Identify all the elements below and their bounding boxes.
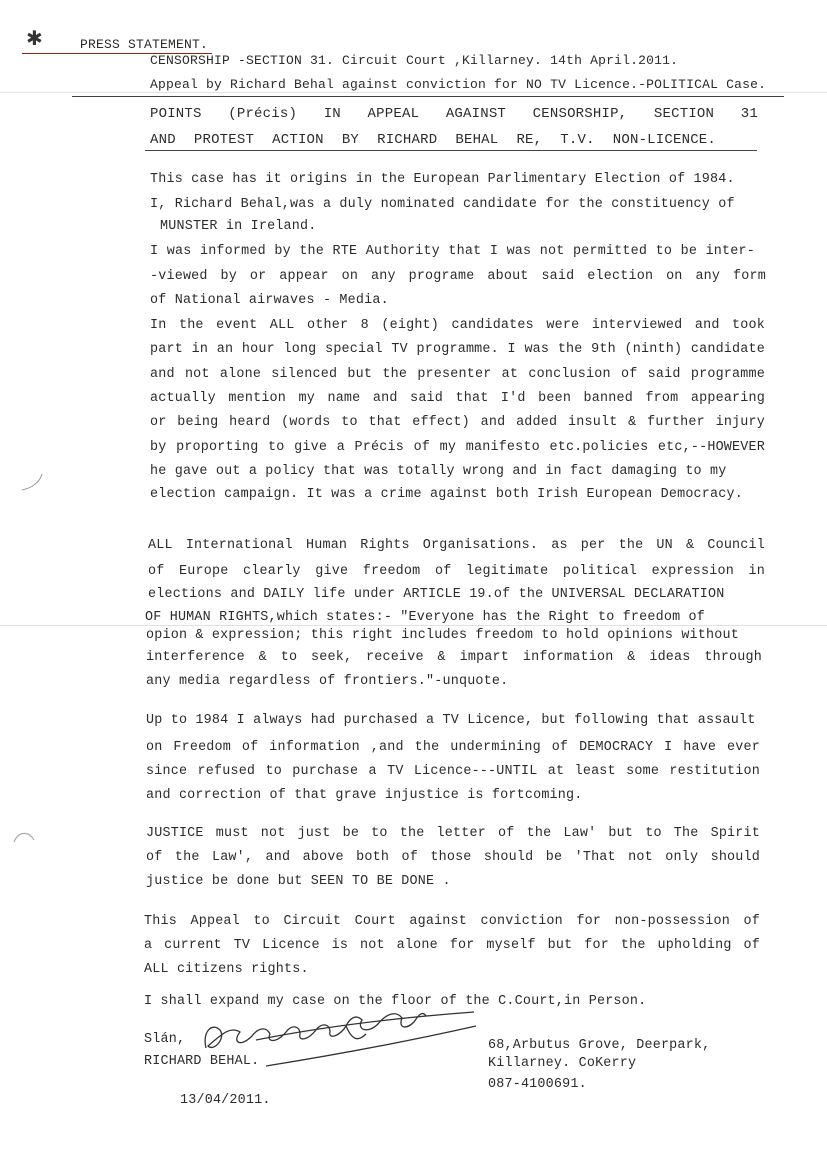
press-statement-label: PRESS STATEMENT. [80,37,209,52]
body-line: of Europe clearly give freedom of legitimate political expression in [148,564,765,579]
address-line-1: 68,Arbutus Grove, Deerpark, [488,1038,711,1053]
salutation: Slán, [144,1032,186,1047]
body-line: -viewed by or appear on any programe about said election on any form [150,269,766,284]
title-rule [145,150,757,151]
body-line: interference & to seek, receive & impart information & ideas through [146,650,762,665]
scan-smudge-icon [10,828,40,848]
signatory-name: RICHARD BEHAL. [144,1054,260,1069]
body-line: JUSTICE must not just be to the letter of the Law' but to The Spirit [146,826,760,841]
body-line: since refused to purchase a TV Licence---UNTIL at least some restitution [146,764,760,779]
body-line: on Freedom of information ,and the undermining of DEMOCRACY I have ever [146,740,760,755]
body-line: In the event ALL other 8 (eight) candidates were interviewed and took [150,318,765,333]
body-line: of the Law', and above both of those should be 'That not only should [146,850,760,865]
body-line: he gave out a policy that was totally wrong and in fact damaging to my [150,464,727,479]
header-line-2: Appeal by Richard Behal against conviction for NO TV Licence.-POLITICAL Case. [150,77,767,92]
scan-smudge-icon [18,470,48,494]
body-line: Up to 1984 I always had purchased a TV Licence, but following that assault [146,713,756,728]
title-line-2: AND PROTEST ACTION BY RICHARD BEHAL RE, T.V. NON-LICENCE. [150,132,716,148]
header-line-1: CENSORSHIP -SECTION 31. Circuit Court ,Killarney. 14th April.2011. [150,53,679,68]
body-line: part in an hour long special TV programme. I was the 9th (ninth) candidate [150,342,765,357]
body-line: by proporting to give a Précis of my manifesto etc.policies etc,--HOWEVER [150,440,765,455]
body-line: and not alone silenced but the presenter at conclusion of said programme [150,367,765,382]
body-line: actually mention my name and said that I'd been banned from appearing [150,391,765,406]
asterisk-mark-icon: ✱ [26,26,43,50]
body-line: opion & expression; this right includes freedom to hold opinions without [146,628,739,643]
header-rule [72,96,784,97]
body-line: or being heard (words to that effect) and added insult & further injury [150,415,765,430]
body-line: MUNSTER in Ireland. [160,219,317,234]
body-line: justice be done but SEEN TO BE DONE . [146,874,451,889]
title-line-1: POINTS (Précis) IN APPEAL AGAINST CENSORSHIP, SECTION 31 [150,106,758,122]
body-line: of National airwaves - Media. [150,293,389,308]
body-line: I was informed by the RTE Authority that I was not permitted to be inter- [150,244,755,259]
signing-date: 13/04/2011. [180,1093,271,1108]
body-line: elections and DAILY life under ARTICLE 19.of the UNIVERSAL DECLARATION [148,587,725,602]
body-line: OF HUMAN RIGHTS,which states:- "Everyone has the Right to freedom of [145,610,706,625]
address-line-2: Killarney. CoKerry [488,1056,637,1071]
body-line: This Appeal to Circuit Court against conviction for non-possession of [144,914,760,929]
body-line: election campaign. It was a crime against both Irish European Democracy. [150,487,743,502]
body-line: This case has it origins in the European Parlimentary Election of 1984. [150,172,735,187]
body-line: I, Richard Behal,was a duly nominated candidate for the constituency of [150,197,735,212]
body-line: I shall expand my case on the floor of the C.Court,in Person. [144,994,647,1009]
body-line: ALL citizens rights. [144,962,309,977]
handwritten-signature-icon [196,996,486,1076]
body-line: ALL International Human Rights Organisations. as per the UN & Council [148,538,765,553]
body-line: any media regardless of frontiers."-unquote. [146,674,509,689]
body-line: a current TV Licence is not alone for myself but for the upholding of [144,938,760,953]
body-line: and correction of that grave injustice is fortcoming. [146,788,583,803]
address-phone: 087-4100691. [488,1077,587,1092]
